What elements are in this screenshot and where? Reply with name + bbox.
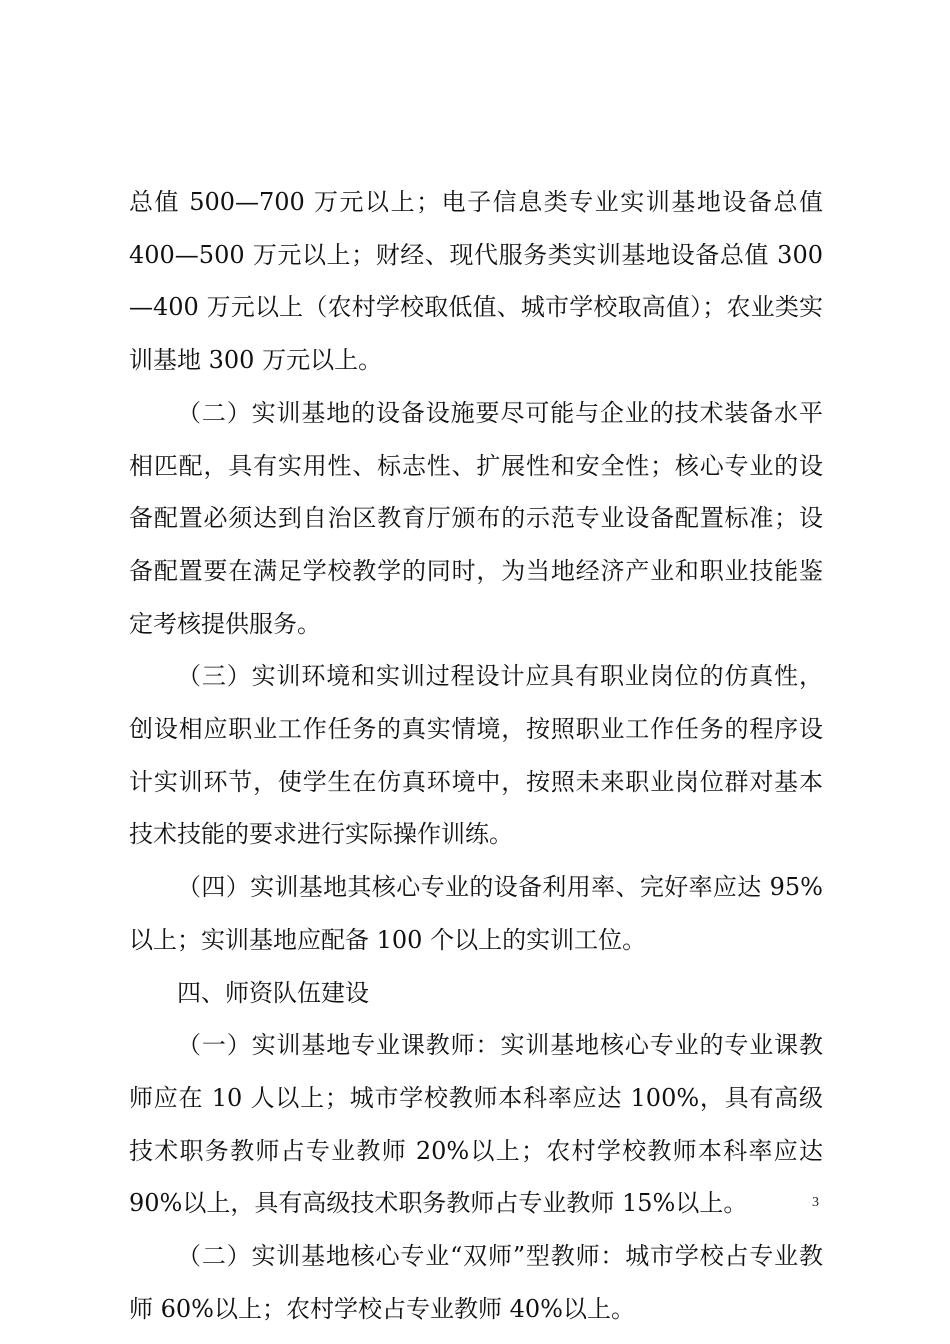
paragraph-equipment-value-continued: 总值 500—700 万元以上；电子信息类专业实训基地设备总值 400—500 万元以上；财经、现代服务类实训基地设备总值 300—400 万元以上（农村学校取低值、城市学校取高值）；农业类实训基地 300 万元以上。 <box>129 188 823 375</box>
section-heading-teaching-staff: 四、师资队伍建设 <box>177 978 369 1007</box>
paragraph-training-environment: （三）实训环境和实训过程设计应具有职业岗位的仿真性，创设相应职业工作任务的真实情境，按照职业工作任务的程序设计实训环节，使学生在仿真环境中，按照未来职业岗位群对基本技术技能的要求进行实际操作训练。 <box>129 662 823 849</box>
paragraph-professional-teachers: （一）实训基地专业课教师：实训基地核心专业的专业课教师应在 10 人以上；城市学校教师本科率应达 100%，具有高级技术职务教师占专业教师 20%以上；农村学校教师本科率应达 90%以上，具有高级技术职务教师占专业教师 15%以上。 <box>129 1031 823 1218</box>
paragraph-dual-qualified-teachers: （二）实训基地核心专业“双师”型教师：城市学校占专业教师 60%以上；农村学校占专业教师 40%以上。 <box>129 1242 823 1323</box>
document-body <box>129 176 823 1335</box>
page-number: 3 <box>812 1195 819 1210</box>
paragraph-equipment-matching: （二）实训基地的设备设施要尽可能与企业的技术装备水平相匹配，具有实用性、标志性、扩展性和安全性；核心专业的设备配置必须达到自治区教育厅颁布的示范专业设备配置标准；设备配置要在满足学校教学的同时，为当地经济产业和职业技能鉴定考核提供服务。 <box>129 398 823 638</box>
paragraph-equipment-utilization: （四）实训基地其核心专业的设备利用率、完好率应达 95%以上；实训基地应配备 100 个以上的实训工位。 <box>129 873 823 954</box>
